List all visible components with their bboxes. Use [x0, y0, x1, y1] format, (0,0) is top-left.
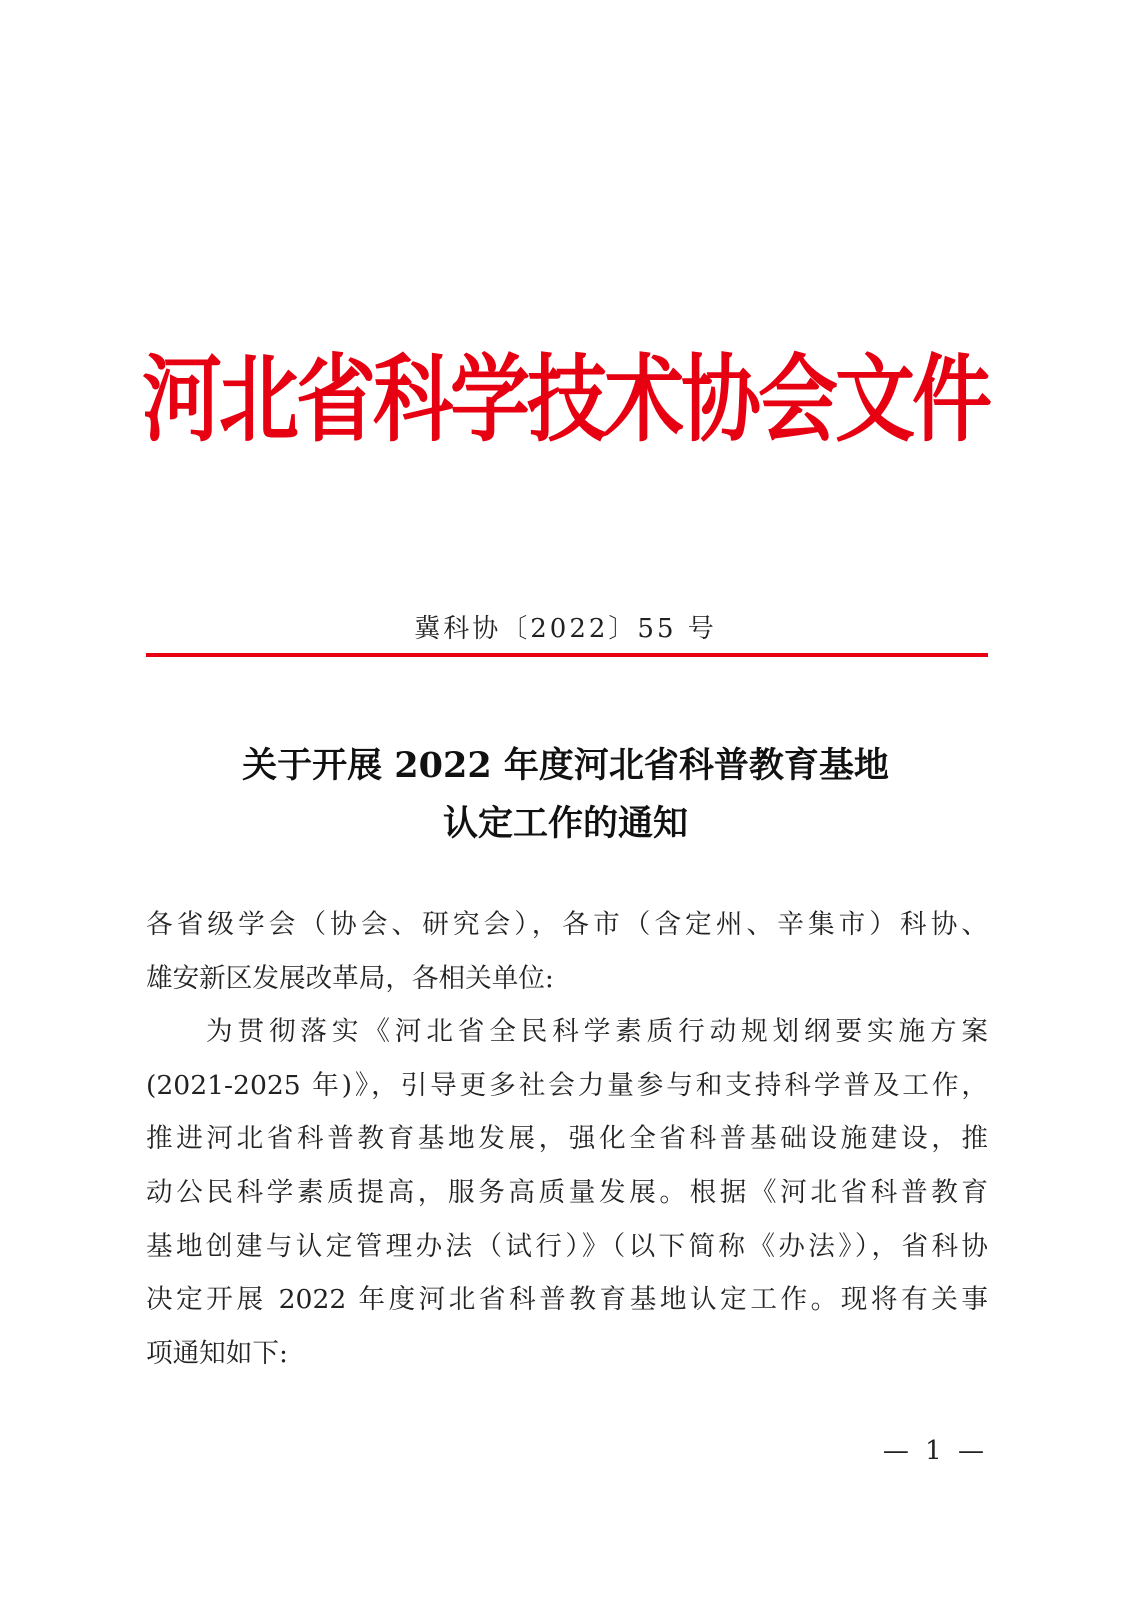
paragraph-line-3: 推进河北省科普教育基地发展，强化全省科普基础设施建设，推: [146, 1123, 988, 1155]
title-line-1: 关于开展 2022 年度河北省科普教育基地: [242, 745, 889, 786]
paragraph-line-6: 决定开展 2022 年度河北省科普教育基地认定工作。现将有关事: [146, 1284, 988, 1316]
notice-body: [146, 898, 988, 1380]
document-number: 冀科协〔2022〕55 号: [414, 614, 717, 644]
paragraph-line-2: (2021-2025 年)》，引导更多社会力量参与和支持科学普及工作，: [146, 1069, 988, 1101]
red-separator-line: [146, 653, 988, 657]
paragraph-line-1: 为贯彻落实《河北省全民科学素质行动规划纲要实施方案: [206, 1016, 988, 1048]
addressee-line-1: 各省级学会（协会、研究会），各市（含定州、辛集市）科协、: [146, 909, 988, 940]
notice-title: [0, 737, 1131, 853]
title-line-2: 认定工作的通知: [442, 803, 688, 844]
addressee-line-2: 雄安新区发展改革局，各相关单位:: [146, 962, 554, 994]
paragraph-line-7: 项通知如下:: [146, 1337, 288, 1369]
paragraph-line-4: 动公民科学素质提高，服务高质量发展。根据《河北省科普教育: [146, 1176, 988, 1208]
document-masthead: 河北省科学技术协会文件: [142, 343, 989, 455]
page-number: — 1 —: [882, 1436, 988, 1466]
paragraph-line-5: 基地创建与认定管理办法（试行）》（以下简称《办法》），省科协: [146, 1230, 988, 1262]
